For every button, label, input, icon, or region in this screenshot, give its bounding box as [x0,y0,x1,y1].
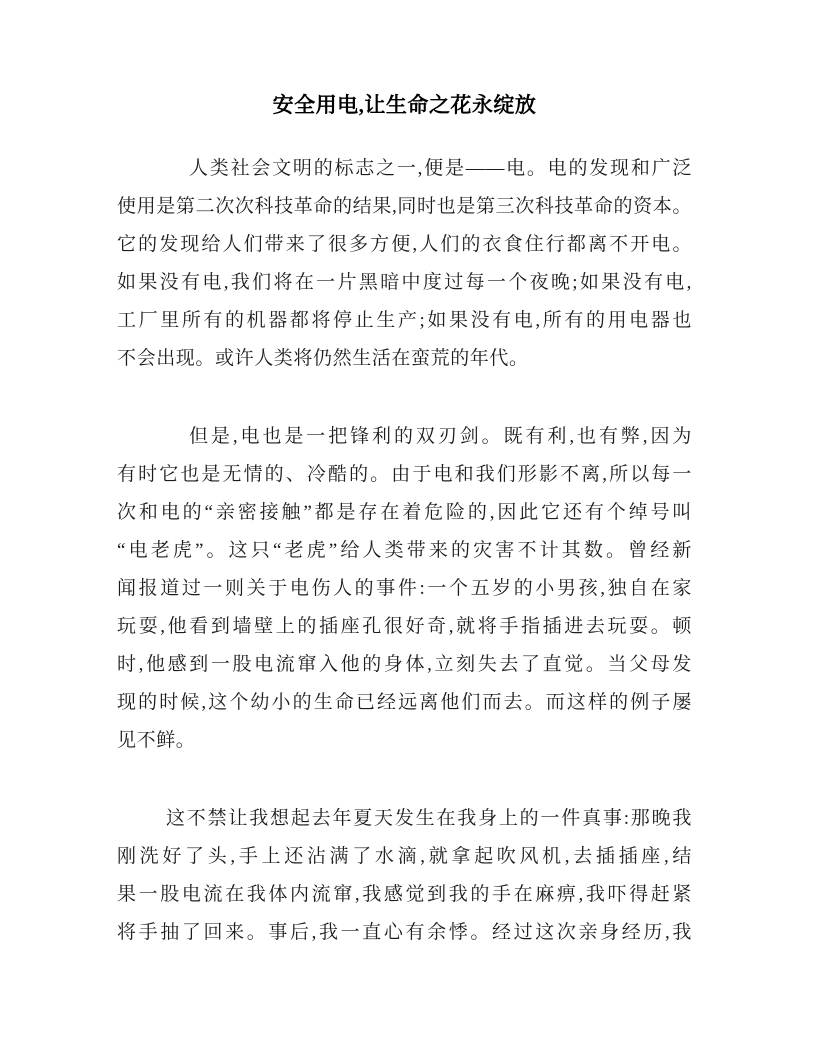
text-line: 不会出现。或许人类将仍然生活在蛮荒的年代。 [117,348,529,369]
text-line: 将手抽了回来。事后,我一直心有余悸。经过这次亲身经历,我 [117,922,692,943]
text-line: 这不禁让我想起去年夏天发生在我身上的一件真事:那晚我 [166,808,692,829]
text-line: 使用是第二次次科技革命的结果,同时也是第三次科技革命的资本。 [117,196,692,217]
document-content [117,91,692,992]
text-line: 次和电的“亲密接触”都是存在着危险的,因此它还有个绰号叫 [117,502,692,523]
text-line: 见不鲜。 [117,730,196,751]
text-line: 刚洗好了头,手上还沾满了水滴,就拿起吹风机,去插插座,结 [117,846,692,867]
text-line: 它的发现给人们带来了很多方便,人们的衣食住行都离不开电。 [117,234,692,255]
text-line: 如果没有电,我们将在一片黑暗中度过每一个夜晚;如果没有电, [117,272,692,293]
paragraph [117,800,692,952]
text-line: 玩耍,他看到墙壁上的插座孔很好奇,就将手指插进去玩耍。顿 [117,616,692,637]
document-title: 安全用电,让生命之花永绽放 [272,93,537,117]
text-line: 人类社会文明的标志之一,便是——电。电的发现和广泛 [189,158,692,179]
text-line: 现的时候,这个幼小的生命已经远离他们而去。而这样的例子屡 [117,692,692,713]
text-line: 有时它也是无情的、冷酷的。由于电和我们形影不离,所以每一 [117,464,692,485]
text-line: 果一股电流在我体内流窜,我感觉到我的手在麻痹,我吓得赶紧 [117,884,692,905]
text-line: 但是,电也是一把锋利的双刃剑。既有利,也有弊,因为 [189,426,692,447]
paragraphs-container [117,150,692,952]
text-line: 工厂里所有的机器都将停止生产;如果没有电,所有的用电器也 [117,310,692,331]
text-line: “电老虎”。这只“老虎”给人类带来的灾害不计其数。曾经新 [117,540,692,561]
text-line: 时,他感到一股电流窜入他的身体,立刻失去了直觉。当父母发 [117,654,692,675]
text-line: 闻报道过一则关于电伤人的事件:一个五岁的小男孩,独自在家 [117,578,692,599]
paragraph [117,418,692,760]
paragraph [117,150,692,378]
